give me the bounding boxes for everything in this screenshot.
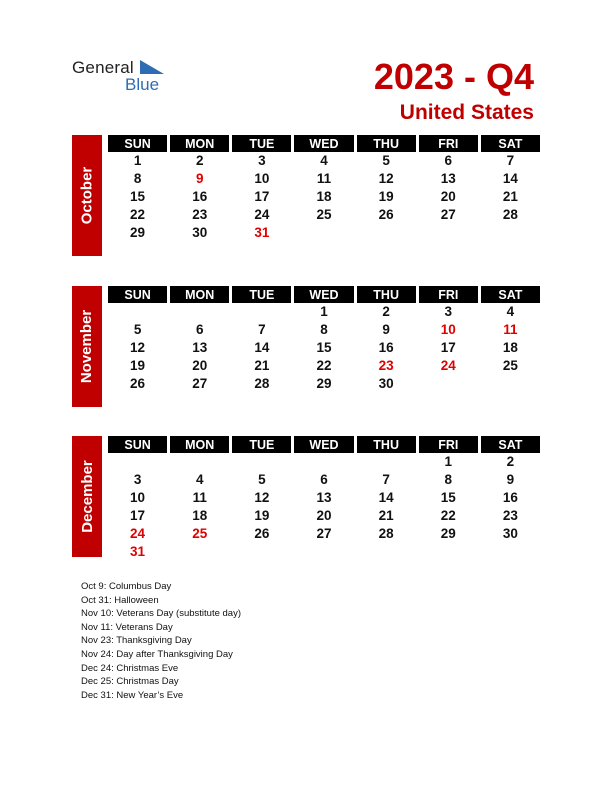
weekday-header: TUE xyxy=(232,286,291,303)
day-cell: 25 xyxy=(316,207,332,222)
day-cell: 4 xyxy=(195,472,204,487)
day-cell xyxy=(481,375,540,393)
weekday-header: MON xyxy=(170,286,229,303)
day-cell: 29 xyxy=(130,225,146,240)
month-label-bar xyxy=(72,135,102,256)
day-cell: 28 xyxy=(254,376,270,391)
week-row xyxy=(108,206,540,224)
weekday-header: SUN xyxy=(108,436,167,453)
day-cell: 27 xyxy=(316,526,332,541)
day-cell: 6 xyxy=(444,153,453,168)
day-cell: 16 xyxy=(378,340,394,355)
month-label: November xyxy=(78,309,96,384)
weekday-header-row xyxy=(108,436,540,453)
day-cell: 2 xyxy=(382,304,390,319)
day-cell: 11 xyxy=(316,171,332,186)
day-cell xyxy=(170,543,229,561)
day-cell: 15 xyxy=(440,490,456,505)
weekday-header-row xyxy=(108,135,540,152)
day-cell: 6 xyxy=(195,322,204,337)
day-cell: 14 xyxy=(254,340,270,355)
day-cell: 11 xyxy=(192,490,207,505)
day-cell: 30 xyxy=(378,376,394,391)
week-row xyxy=(108,357,540,375)
week-row xyxy=(108,471,540,489)
weekday-header: WED xyxy=(294,135,353,152)
week-row xyxy=(108,453,540,471)
month-grid xyxy=(108,286,540,393)
day-cell: 9 xyxy=(506,472,515,487)
holiday-item: Oct 31: Halloween xyxy=(81,594,159,606)
day-cell xyxy=(294,224,353,242)
day-cell: 20 xyxy=(440,189,456,204)
holiday-date: 31 xyxy=(130,544,146,559)
day-cell: 6 xyxy=(320,472,328,487)
day-cell xyxy=(232,453,291,471)
weekday-header: SUN xyxy=(108,135,167,152)
logo-blue-text: Blue xyxy=(125,75,160,94)
day-cell: 12 xyxy=(378,171,394,186)
week-row xyxy=(108,375,540,393)
day-cell: 8 xyxy=(133,171,142,186)
month-label-bar xyxy=(72,286,102,407)
day-cell: 14 xyxy=(502,171,518,186)
weekday-header: SAT xyxy=(481,436,540,453)
holiday-item: Dec 24: Christmas Eve xyxy=(81,662,179,674)
holiday-item: Nov 23: Thanksgiving Day xyxy=(81,635,192,647)
day-cell: 12 xyxy=(254,490,270,505)
holiday-date: 10 xyxy=(440,322,456,337)
day-cell: 1 xyxy=(444,454,453,469)
day-cell: 16 xyxy=(192,189,208,204)
day-cell xyxy=(232,303,291,321)
day-cell: 8 xyxy=(444,472,453,487)
holiday-date: 9 xyxy=(195,171,204,186)
weekday-header: SAT xyxy=(481,286,540,303)
day-cell: 4 xyxy=(320,153,328,168)
day-cell: 14 xyxy=(378,490,394,505)
day-cell: 2 xyxy=(506,454,515,469)
day-cell: 26 xyxy=(130,376,146,391)
triangle-flag-icon xyxy=(140,60,164,74)
day-cell: 27 xyxy=(440,207,456,222)
holiday-item: Nov 10: Veterans Day (substitute day) xyxy=(81,608,241,620)
day-cell xyxy=(232,543,291,561)
day-cell: 18 xyxy=(192,508,208,523)
day-cell: 17 xyxy=(440,340,456,355)
day-cell: 5 xyxy=(133,322,142,337)
week-row xyxy=(108,321,540,339)
day-cell: 29 xyxy=(316,376,332,391)
day-cell: 24 xyxy=(254,207,270,222)
weekday-header: WED xyxy=(294,436,353,453)
day-cell: 22 xyxy=(316,358,332,373)
holiday-date: 31 xyxy=(254,225,270,240)
day-cell: 19 xyxy=(254,508,270,523)
day-cell: 13 xyxy=(192,340,208,355)
holiday-date: 24 xyxy=(440,358,456,373)
day-cell: 1 xyxy=(320,304,328,319)
day-cell: 8 xyxy=(320,322,328,337)
day-cell xyxy=(419,543,478,561)
holiday-date: 24 xyxy=(130,526,146,541)
weekday-header: FRI xyxy=(419,135,478,152)
month-grid xyxy=(108,135,540,242)
day-cell: 21 xyxy=(502,189,518,204)
day-cell: 18 xyxy=(502,340,518,355)
day-cell: 18 xyxy=(316,189,332,204)
holiday-list xyxy=(81,580,241,702)
weekday-header: MON xyxy=(170,436,229,453)
holiday-item: Nov 24: Day after Thanksgiving Day xyxy=(81,648,233,660)
day-cell: 20 xyxy=(316,508,332,523)
day-cell: 30 xyxy=(192,225,208,240)
day-cell: 5 xyxy=(258,472,266,487)
day-cell: 21 xyxy=(254,358,270,373)
day-cell: 5 xyxy=(382,153,390,168)
day-cell xyxy=(294,543,353,561)
week-row xyxy=(108,170,540,188)
weekday-header: SUN xyxy=(108,286,167,303)
week-row xyxy=(108,188,540,206)
day-cell xyxy=(108,303,167,321)
day-cell: 10 xyxy=(254,171,270,186)
country-subtitle: United States xyxy=(399,101,534,124)
day-cell: 26 xyxy=(378,207,394,222)
day-cell xyxy=(170,303,229,321)
day-cell xyxy=(419,224,478,242)
day-cell: 27 xyxy=(192,376,208,391)
day-cell xyxy=(294,453,353,471)
day-cell: 9 xyxy=(382,322,390,337)
weekday-header: TUE xyxy=(232,436,291,453)
weekday-header: THU xyxy=(357,135,416,152)
day-cell xyxy=(357,543,416,561)
holiday-date: 11 xyxy=(503,322,518,337)
holiday-item: Oct 9: Columbus Day xyxy=(81,581,172,592)
logo-general-text: General xyxy=(72,58,134,77)
day-cell: 12 xyxy=(130,340,146,355)
day-cell: 25 xyxy=(502,358,518,373)
day-cell xyxy=(481,543,540,561)
day-cell xyxy=(108,453,167,471)
day-cell xyxy=(357,224,416,242)
day-cell: 28 xyxy=(502,207,518,222)
weekday-header: FRI xyxy=(419,436,478,453)
day-cell: 3 xyxy=(133,472,142,487)
month-label-bar xyxy=(72,436,102,557)
weekday-header: THU xyxy=(357,436,416,453)
day-cell: 3 xyxy=(444,304,453,319)
weekday-header: FRI xyxy=(419,286,478,303)
day-cell: 17 xyxy=(254,189,270,204)
day-cell: 7 xyxy=(382,472,390,487)
day-cell: 23 xyxy=(502,508,518,523)
day-cell: 15 xyxy=(130,189,146,204)
weekday-header: THU xyxy=(357,286,416,303)
day-cell xyxy=(170,453,229,471)
week-row xyxy=(108,507,540,525)
holiday-item: Nov 11: Veterans Day xyxy=(81,621,173,633)
day-cell: 29 xyxy=(440,526,456,541)
day-cell: 28 xyxy=(378,526,394,541)
day-cell: 19 xyxy=(378,189,394,204)
week-row xyxy=(108,489,540,507)
day-cell: 15 xyxy=(316,340,332,355)
day-cell: 7 xyxy=(258,322,266,337)
day-cell: 7 xyxy=(506,153,515,168)
month-label: October xyxy=(78,166,96,225)
month-grid xyxy=(108,436,540,561)
week-row xyxy=(108,543,540,561)
day-cell: 30 xyxy=(502,526,518,541)
holiday-item: Dec 31: New Year’s Eve xyxy=(81,689,184,701)
week-row xyxy=(108,152,540,170)
day-cell: 23 xyxy=(192,207,208,222)
holiday-item: Dec 25: Christmas Day xyxy=(81,676,179,688)
month-label: December xyxy=(78,460,96,533)
day-cell: 22 xyxy=(130,207,146,222)
day-cell: 2 xyxy=(195,153,204,168)
day-cell: 3 xyxy=(258,153,266,168)
weekday-header: WED xyxy=(294,286,353,303)
holiday-date: 25 xyxy=(192,526,208,541)
week-row xyxy=(108,525,540,543)
day-cell: 17 xyxy=(130,508,146,523)
day-cell: 13 xyxy=(316,490,332,505)
week-row xyxy=(108,339,540,357)
day-cell: 22 xyxy=(440,508,456,523)
day-cell: 16 xyxy=(502,490,518,505)
day-cell: 1 xyxy=(133,153,142,168)
day-cell: 20 xyxy=(192,358,208,373)
page-title: 2023 - Q4 xyxy=(373,56,534,97)
day-cell xyxy=(419,375,478,393)
day-cell xyxy=(481,224,540,242)
day-cell: 13 xyxy=(440,171,456,186)
day-cell: 19 xyxy=(130,358,146,373)
week-row xyxy=(108,303,540,321)
weekday-header: SAT xyxy=(481,135,540,152)
day-cell: 21 xyxy=(378,508,394,523)
day-cell xyxy=(357,453,416,471)
weekday-header: TUE xyxy=(232,135,291,152)
day-cell: 26 xyxy=(254,526,270,541)
week-row xyxy=(108,224,540,242)
weekday-header-row xyxy=(108,286,540,303)
weekday-header: MON xyxy=(170,135,229,152)
holiday-date: 23 xyxy=(378,358,394,373)
day-cell: 10 xyxy=(130,490,146,505)
day-cell: 4 xyxy=(506,304,515,319)
brand-logo xyxy=(72,58,172,94)
